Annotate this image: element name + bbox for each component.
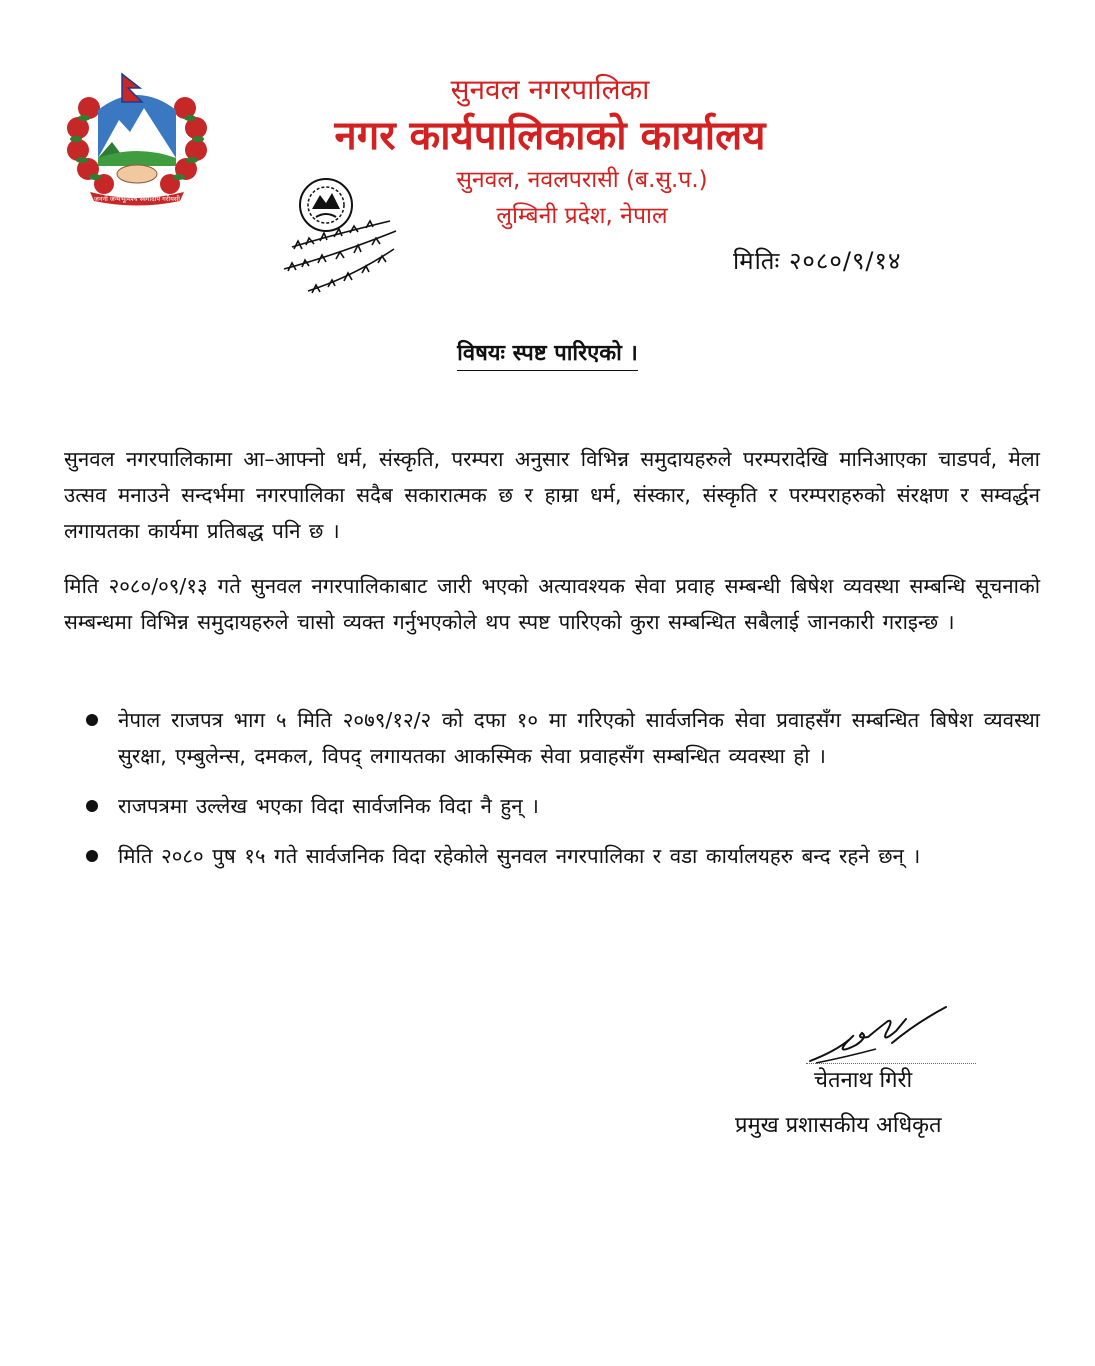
letter-date: मितिः २०८०/९/१४ xyxy=(733,247,902,275)
nepal-emblem-logo xyxy=(64,70,210,206)
list-item xyxy=(86,838,1040,874)
subject-text: विषयः स्पष्ट पारिएको । xyxy=(457,341,638,371)
list-item xyxy=(86,702,1040,774)
list-item-text: नेपाल राजपत्र भाग ५ मिति २०७९/१२/२ को दफा १० मा गरिएको सार्वजनिक सेवा प्रवाहसँग सम्बन्धित बिषेश व्यवस्था सुरक्षा, एम्बुलेन्स, दमकल, विपद् लगायतका आकस्मिक सेवा प्रवाहसँग सम्बन्धित व्यवस्था हो । xyxy=(118,708,1040,768)
address-line-2: लुम्बिनी प्रदेश, नेपाल xyxy=(496,203,668,229)
paragraph-2: मिति २०८०/०९/१३ गते सुनवल नगरपालिकाबाट जारी भएको अत्यावश्यक सेवा प्रवाह सम्बन्धी बिषेश व्यवस्था सम्बन्धि सूचनाको सम्बन्धमा विभिन्न समुदायहरुले चासो व्यक्त गर्नुभएकोले थप स्पष्ट पारिएको कुरा सम्बन्धित सबैलाई जानकारी गराइन्छ । xyxy=(64,574,1040,634)
list-item-text: मिति २०८० पुष १५ गते सार्वजनिक विदा रहेकोले सुनवल नगरपालिका र वडा कार्यालयहरु बन्द रहने छन् । xyxy=(118,844,921,868)
municipality-name: सुनवल नगरपालिका xyxy=(450,73,650,106)
office-stamp xyxy=(272,165,414,305)
clarification-list xyxy=(86,702,1040,888)
subject-line xyxy=(0,337,1095,367)
svg-text:जननी जन्मभूमिश्च स्वर्गादपि गर: जननी जन्मभूमिश्च स्वर्गादपि गरीयसी xyxy=(94,195,180,203)
bullet-icon xyxy=(86,800,98,812)
signer-title: प्रमुख प्रशासकीय अधिकृत xyxy=(735,1113,942,1138)
list-item-text: राजपत्रमा उल्लेख भएका विदा सार्वजनिक विदा नै हुन् । xyxy=(118,794,539,818)
address-line-1: सुनवल, नवलपरासी (ब.सु.प.) xyxy=(456,167,708,193)
bullet-icon xyxy=(86,850,98,862)
handwritten-signature xyxy=(806,1003,956,1067)
signer-name: चेतनाथ गिरी xyxy=(814,1068,913,1093)
office-name: नगर कार्यपालिकाको कार्यालय xyxy=(334,113,766,159)
bullet-icon xyxy=(86,714,98,726)
paragraph-1: सुनवल नगरपालिकामा आ–आफ्नो धर्म, संस्कृति, परम्परा अनुसार विभिन्न समुदायहरुले परम्परादेखि मानिआएका चाडपर्व, मेला उत्सव मनाउने सन्दर्भमा नगरपालिका सदैब सकारात्मक छ र हाम्रा धर्म, संस्कार, संस्कृति र परम्पराहरुको संरक्षण र सम्वर्द्धन लगायतका कार्यमा प्रतिबद्ध पनि छ । xyxy=(64,447,1040,543)
list-item xyxy=(86,788,1040,824)
